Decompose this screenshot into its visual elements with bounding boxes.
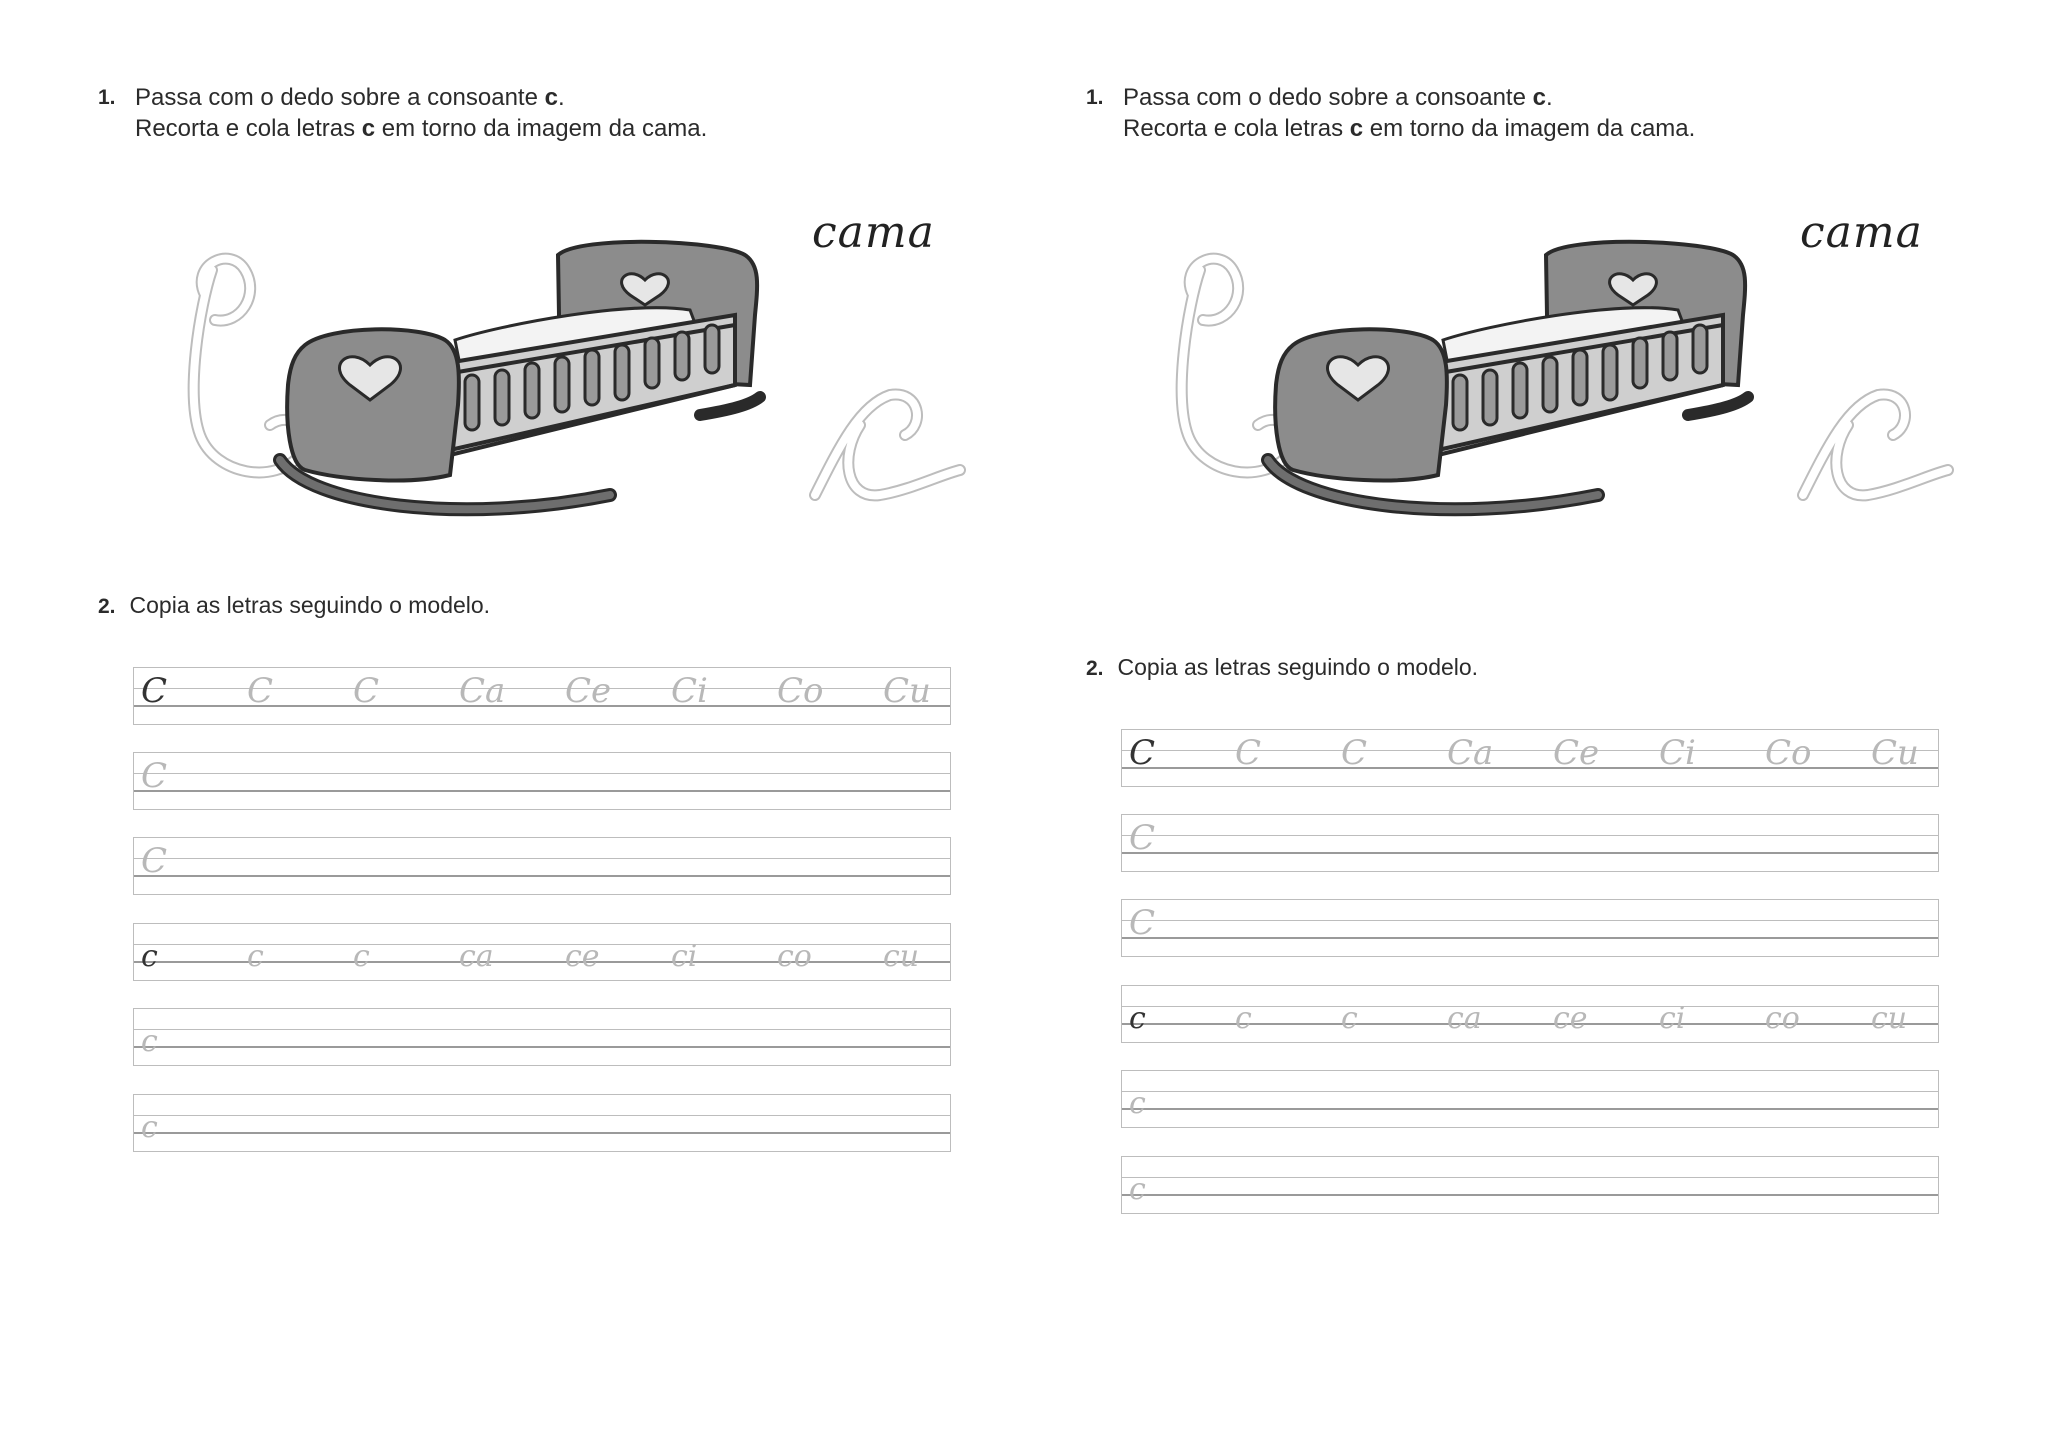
model-letter: cu — [883, 939, 920, 974]
line-1-end: . — [1545, 84, 1553, 111]
model-letter: C — [141, 841, 168, 881]
writing-band-3[interactable] — [1121, 899, 1939, 957]
line-2-end: em torno da imagem da cama. — [1363, 115, 1696, 142]
line-2-bold-letter: c — [1349, 115, 1364, 142]
cradle-illustration — [1148, 225, 1968, 545]
model-letter: Co — [777, 671, 824, 711]
model-letter: C — [1129, 733, 1156, 773]
model-letter: ce — [1553, 1001, 1588, 1036]
writing-band-3[interactable] — [133, 837, 951, 895]
model-letter: c — [1341, 1001, 1358, 1036]
exercise-1-line-2 — [1123, 113, 1695, 144]
exercise-1-instructions — [1086, 82, 1695, 144]
exercise-1-instructions — [98, 82, 707, 144]
model-letter: C — [1129, 818, 1156, 858]
model-letter: Ce — [1553, 733, 1600, 773]
cursive-word: cama — [1800, 207, 1923, 258]
model-letter: ce — [565, 939, 600, 974]
model-letter: Cu — [1871, 733, 1919, 773]
line-1-bold-letter: c — [1532, 84, 1546, 111]
model-letter: C — [141, 671, 168, 711]
model-letter: c — [247, 939, 264, 974]
model-letter: C — [1129, 903, 1156, 943]
exercise-1-line-1 — [1123, 82, 1695, 113]
exercise-2-number: 2. — [1086, 657, 1104, 680]
model-letter: Co — [1765, 733, 1812, 773]
model-letter: c — [1235, 1001, 1252, 1036]
line-1-text: Passa com o dedo sobre a consoante — [1123, 84, 1533, 111]
model-letter: Cu — [883, 671, 931, 711]
cradle-rocker-back — [700, 397, 760, 415]
model-letter: C — [353, 671, 380, 711]
model-letter: c — [353, 939, 370, 974]
cradle-illustration — [160, 225, 980, 545]
model-letter: c — [141, 1110, 158, 1145]
model-letter: ci — [1659, 1001, 1686, 1036]
page-right — [988, 0, 2012, 1448]
model-letter: C — [1341, 733, 1368, 773]
exercise-2-instructions — [98, 592, 490, 619]
writing-band-1[interactable] — [133, 667, 951, 725]
line-1-text: Passa com o dedo sobre a consoante — [135, 84, 545, 111]
model-letter: ca — [459, 939, 494, 974]
model-letter: co — [1765, 1001, 1800, 1036]
line-1-bold-letter: c — [544, 84, 558, 111]
model-letter: c — [1129, 1001, 1146, 1036]
exercise-1-line-2 — [135, 113, 707, 144]
model-letter: cu — [1871, 1001, 1908, 1036]
line-2-bold-letter: c — [361, 115, 376, 142]
model-letter: co — [777, 939, 812, 974]
model-letter: Ce — [565, 671, 612, 711]
cradle-rocker-back — [1688, 397, 1748, 415]
exercise-2-text: Copia as letras seguindo o modelo. — [129, 592, 491, 618]
writing-band-4[interactable] — [1121, 985, 1939, 1043]
exercise-1-line-1 — [135, 82, 707, 113]
line-2-text: Recorta e cola letras — [1123, 115, 1350, 142]
writing-band-2[interactable] — [1121, 814, 1939, 872]
line-1-end: . — [557, 84, 565, 111]
model-letter: C — [141, 756, 168, 796]
exercise-2-text: Copia as letras seguindo o modelo. — [1117, 654, 1479, 680]
cradle-front-panel — [287, 329, 459, 480]
line-2-text: Recorta e cola letras — [135, 115, 362, 142]
model-letter: c — [141, 939, 158, 974]
model-letter: Ci — [671, 671, 708, 711]
model-letter: Ci — [1659, 733, 1696, 773]
cradle-front-panel — [1275, 329, 1447, 480]
model-letter: C — [1235, 733, 1262, 773]
writing-band-6[interactable] — [1121, 1156, 1939, 1214]
model-letter: C — [247, 671, 274, 711]
exercise-2-number: 2. — [98, 595, 116, 618]
writing-band-2[interactable] — [133, 752, 951, 810]
model-letter: c — [141, 1024, 158, 1059]
model-letter: Ca — [459, 671, 506, 711]
model-letter: c — [1129, 1172, 1146, 1207]
writing-band-4[interactable] — [133, 923, 951, 981]
exercise-1-number: 1. — [1086, 86, 1104, 109]
exercise-2-instructions — [1086, 654, 1478, 681]
line-2-end: em torno da imagem da cama. — [375, 115, 708, 142]
model-letter: Ca — [1447, 733, 1494, 773]
writing-band-5[interactable] — [1121, 1070, 1939, 1128]
writing-band-1[interactable] — [1121, 729, 1939, 787]
writing-band-6[interactable] — [133, 1094, 951, 1152]
model-letter: ci — [671, 939, 698, 974]
model-letter: c — [1129, 1086, 1146, 1121]
model-letter: ca — [1447, 1001, 1482, 1036]
cursive-word: cama — [812, 207, 935, 258]
writing-band-5[interactable] — [133, 1008, 951, 1066]
exercise-1-number: 1. — [98, 86, 116, 109]
